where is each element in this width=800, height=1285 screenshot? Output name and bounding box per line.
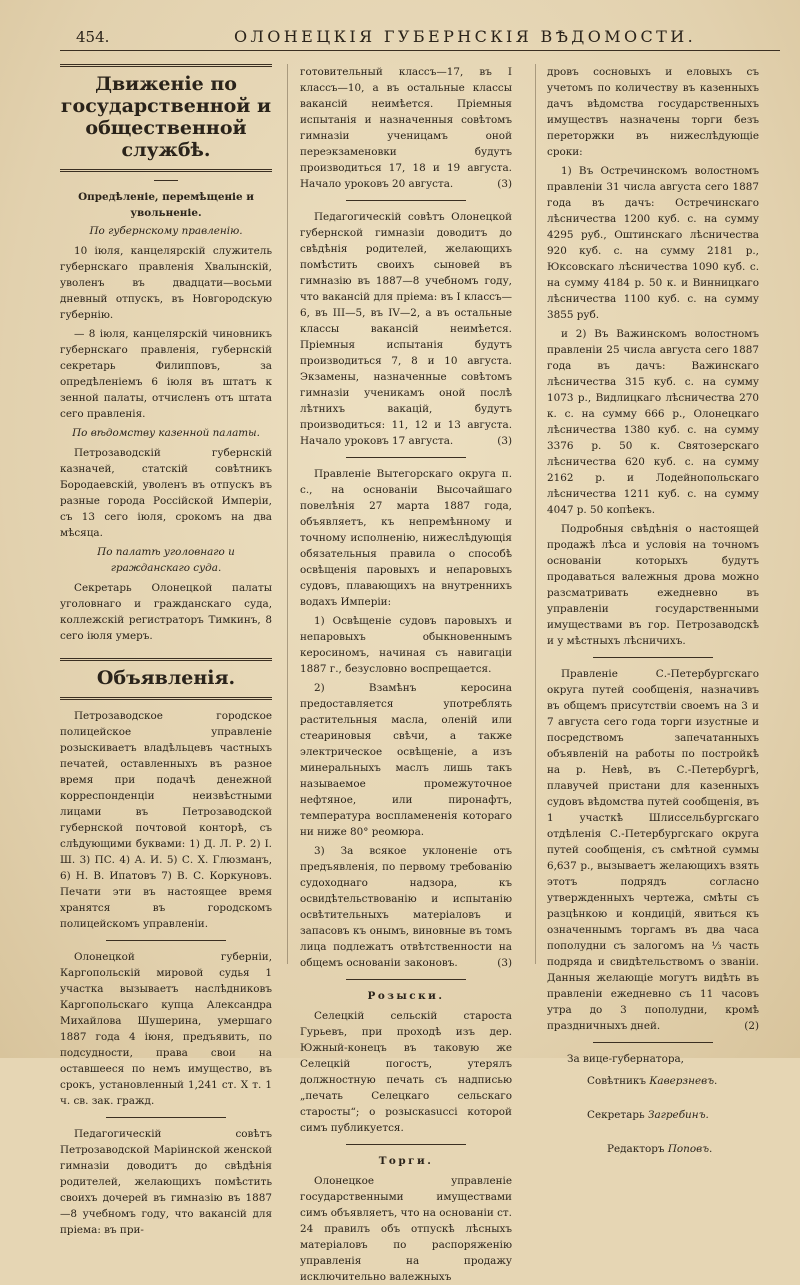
notice-paragraph: 10 іюля, канцелярскій служитель губернскаго правленія Хвалынскій, уволенъ въ двадцати—восьми дневный отпускъ, въ Новгородскую губернію. (60, 245, 272, 321)
section-title-service: Движеніе по государственной и общественной службѣ. (60, 64, 272, 172)
section-title-searches: Розыски. (367, 990, 445, 1002)
announcement-paragraph (300, 64, 512, 192)
column-divider (535, 64, 536, 964)
announcement-paragraph: Педагогическій совѣтъ Петрозаводской Маріинской женской гимназіи доводитъ до свѣдѣнія родителей, желающихъ помѣстить своихъ дочерей въ гимназію въ 1887—8 учебномъ году, что вакансій для пріема: въ при- (60, 1128, 272, 1236)
divider (346, 1144, 466, 1145)
divider (346, 200, 466, 201)
announcement-paragraph: Петрозаводское городское полицейское управленіе розыскиваетъ владѣльцевъ частныхъ печатей, оставленныхъ въ разное время при подачѣ денежной корреспонденціи неизвѣстными лицами въ Петрозаводской губернской почтовой конторѣ, съ слѣдующими буквами: 1) Д. Л. Р. 2) І. Ш. 3) ПС. 4) А. И. 5) С. Х. Глюзманъ, 6) Н. В. Ипатовъ 7) В. С. Коркуновъ. Печати эти въ настоящее время хранятся въ городскомъ полицейскомъ управленіи. (60, 710, 272, 930)
signature-block (547, 1073, 759, 1089)
rule-item: 1) Освѣщеніе судовъ паровыхъ и непаровыхъ обыкновеннымъ керосиномъ, начиная съ навигаціи 1887 г., безусловно воспрещается. (300, 615, 512, 675)
announcement-paragraph (300, 209, 512, 449)
repeat-number: (3) (497, 957, 512, 969)
section-title-announcements: Объявленія. (60, 658, 272, 700)
paragraph-text: 3) За всякое уклоненіе отъ предъявленія, по первому требованію судоходнаго надзора, къ освидѣтельствованію и испытанію освѣтительныхъ матеріаловъ и запасовъ къ онымъ, виновные въ томъ лица подлежатъ отвѣтственности на общемъ основаніи законовъ. (300, 845, 512, 969)
notice-paragraph: — 8 іюля, канцелярскій чиновникъ губернскаго правленія, губернскій секретарь Филипповъ, за опредѣленіемъ 6 іюля въ штатъ к зенной палаты, отчисленъ отъ штата сего правленія. (60, 328, 272, 420)
divider (106, 940, 226, 941)
announcement-paragraph: дровъ сосновыхъ и еловыхъ съ учетомъ по количеству въ казенныхъ дачъ вѣдомства государственныхъ имуществъ назначены торги безъ переторжки въ нижеслѣдующіе сроки: (547, 66, 759, 158)
divider (154, 180, 178, 181)
auction-item: и 2) Въ Важинскомъ волостномъ правленіи 25 числа августа сего 1887 года въ дачъ: Важинскаго лѣсничества 315 куб. с. на сумму 1073 р., Видлицкаго лѣсничества 270 к. с. на сумму 666 р., Олонецкаго лѣсничества 1380 куб. с. на сумму 3376 р. 50 к. Святозерскаго лѣсничества 620 куб. с. на сумму 2162 р. и Лодейнопольскаго лѣсничества 1211 куб. с. на сумму 4047 р. 50 копѣекъ. (547, 328, 759, 516)
repeat-number: (3) (497, 435, 512, 447)
signature-title: Секретарь (587, 1109, 645, 1121)
announcement-paragraph: Правленіе Вытегорскаго округа п. с., на основаніи Высочайшаго повелѣнія 27 марта 1887 года, объявляетъ, къ непремѣнному и точному исполненію, нижеслѣдующія обязательныя правила о способѣ освѣщенія паровыхъ и непаровыхъ судовъ, плавающихъ на внутреннихъ водахъ Имперіи: (300, 468, 512, 608)
repeat-number: (3) (497, 178, 512, 190)
page-number: 454. (76, 28, 110, 46)
signature-title: Совѣтникъ (587, 1075, 647, 1087)
section-title-auctions: Торги. (378, 1155, 434, 1167)
rule-item (300, 843, 512, 971)
department-heading: По губернскому правленію. (89, 225, 243, 237)
auction-item: 1) Въ Остречинскомъ волостномъ правленіи 31 числа августа сего 1887 года въ дачъ: Остречинскаго лѣсничества 1200 куб. с. на сумму 4295 руб., Оштинскаго лѣсничества 920 куб. с. на сумму 2181 р., Юксовскаго лѣсничества 1090 куб. с. на сумму 4184 р. 50 к. и Винницкаго лѣсничества 1100 куб. с. на сумму 3855 руб. (547, 165, 759, 321)
column-3 (547, 64, 759, 1155)
notice-paragraph: Петрозаводскій губернскій казначей, статскій совѣтникъ Бородаевскій, уволенъ въ отпускъ въ разные города Россійской Имперіи, съ 13 сего іюля, срокомъ на два мѣсяца. (60, 447, 272, 539)
signature-name: Каверзневъ. (649, 1075, 718, 1087)
column-divider (287, 64, 288, 964)
announcement-paragraph: Селецкій сельскій староста Гурьевъ, при проходѣ изъ дер. Южный-конецъ въ таковую же Селецкій погостъ, утерялъ должностную печать съ надписью „печать Селецкаго сельскаго старосты“; о розыскаsucci которой симъ публикуется. (300, 1010, 512, 1134)
signature-block (547, 1107, 759, 1123)
signature-block (547, 1141, 759, 1157)
paragraph-text: Педагогическій совѣтъ Олонецкой губернской гимназіи доводитъ до свѣдѣнія родителей, желающихъ помѣстить своихъ сыновей въ гимназію въ 1887—8 учебномъ году, что вакансій для пріема: въ I классъ—6, въ III—5, въ IV—2, а въ остальные классы вакансій неимѣется. Пріемныя испытанія будутъ производиться 7, 8 и 10 августа. Экзамены, назначенные совѣтомъ гимназіи ученикамъ оной послѣ лѣтнихъ вакацій, будутъ производиться: 11, 12 и 13 августа. Начало уроковъ 17 августа. (300, 211, 512, 447)
signature-label: За вице-губернатора, (567, 1053, 684, 1065)
notice-paragraph: Секретарь Олонецкой палаты уголовнаго и гражданскаго суда, коллежскій регистраторъ Тимкинъ, 8 сего іюля умеръ. (60, 582, 272, 642)
department-heading: По вѣдомству казенной палаты. (72, 427, 260, 439)
subsection-title: Опредѣленіе, перемѣщеніе и увольненіе. (78, 191, 254, 219)
announcement-paragraph: Олонецкой губерніи, Каргопольскій мировой судья 1 участка вызываетъ наслѣдниковъ Каргопольскаго купца Александра Михайлова Шушерина, умершаго 1887 года 4 іюня, предъявить, по подсудности, права свои на оставшееся по немъ имущество, въ срокъ, установленный 1,241 ст. Х т. 1 ч. св. зак. гражд. (60, 951, 272, 1107)
journal-title: ОЛОНЕЦКІЯ ГУБЕРНСКІЯ ВѢДОМОСТИ. (234, 27, 697, 46)
column-2 (300, 64, 512, 1283)
announcement-paragraph (547, 666, 759, 1034)
page-header (60, 26, 780, 51)
paragraph-text: Правленіе С.-Петербургскаго округа путей сообщенія, назначивъ въ общемъ присутствіи своемъ на 3 и 7 августа сего года торги изустные и посредствомъ запечатанныхъ объявленій на работы по постройкѣ на р. Невѣ, въ С.-Петербургѣ, плавучей пристани для казенныхъ судовъ вѣдомства путей сообщенія, въ 1 участкѣ Шлиссельбургскаго отдѣленія С.-Петербургскаго округа путей сообщенія, съ смѣтной суммы 6,637 р., вызываетъ желающихъ взять этотъ подрядъ согласно утвержденныхъ чертежа, смѣты съ разцѣнкою и кондицій, явиться къ означеннымъ торгамъ въ два часа пополудни съ залогомъ на ⅓ часть подряда и свидѣтельствомъ о званіи. Данныя желающіе могутъ видѣть въ правленіи ежедневно съ 11 часовъ утра до 3 пополудни, кромѣ праздничныхъ дней. (547, 668, 759, 1032)
column-1 (60, 64, 272, 1236)
signature-name: Поповъ. (667, 1143, 713, 1155)
repeat-number: (2) (744, 1020, 759, 1032)
announcement-paragraph: Олонецкое управленіе государственными имуществами симъ объявляетъ, что на основаніи ст. 24 правилъ объ отпускѣ лѣсныхъ матеріаловъ по распоряженію управленія на продажу исключительно валежныхъ (300, 1175, 512, 1283)
signature-name: Загребинъ. (647, 1109, 709, 1121)
paragraph-text: готовительный классъ—17, въ I классъ—10, а въ остальные классы вакансій неимѣется. Пріемныя испытанія и назначенныя совѣтомъ гимназіи ученицамъ оной переэкзаменовки будутъ производиться 17, 18 и 19 августа. Начало уроковъ 20 августа. (300, 66, 512, 190)
announcement-paragraph: Подробныя свѣдѣнія о настоящей продажѣ лѣса и условія на точномъ основаніи которыхъ будутъ продаваться валежныя дрова можно разсматривать ежедневно въ управленіи государственными имуществами въ гор. Петрозаводскѣ и у мѣстныхъ лѣсничихъ. (547, 523, 759, 647)
divider (593, 1042, 713, 1043)
rule-item: 2) Взамѣнъ керосина предоставляется употреблять растительныя масла, оленій или стеариновыя свѣчи, а также электрическое освѣщеніе, а изъ минеральныхъ маслъ лишь такъ называемое промежуточное нефтяное, или пиронафтъ, температура воспламененія котораго ни ниже 80° реомюра. (300, 682, 512, 838)
divider (346, 979, 466, 980)
divider (593, 657, 713, 658)
department-heading: По палатѣ уголовнаго и гражданскаго суда. (97, 546, 235, 574)
divider (106, 1117, 226, 1118)
divider (346, 457, 466, 458)
signature-title: Редакторъ (607, 1143, 665, 1155)
